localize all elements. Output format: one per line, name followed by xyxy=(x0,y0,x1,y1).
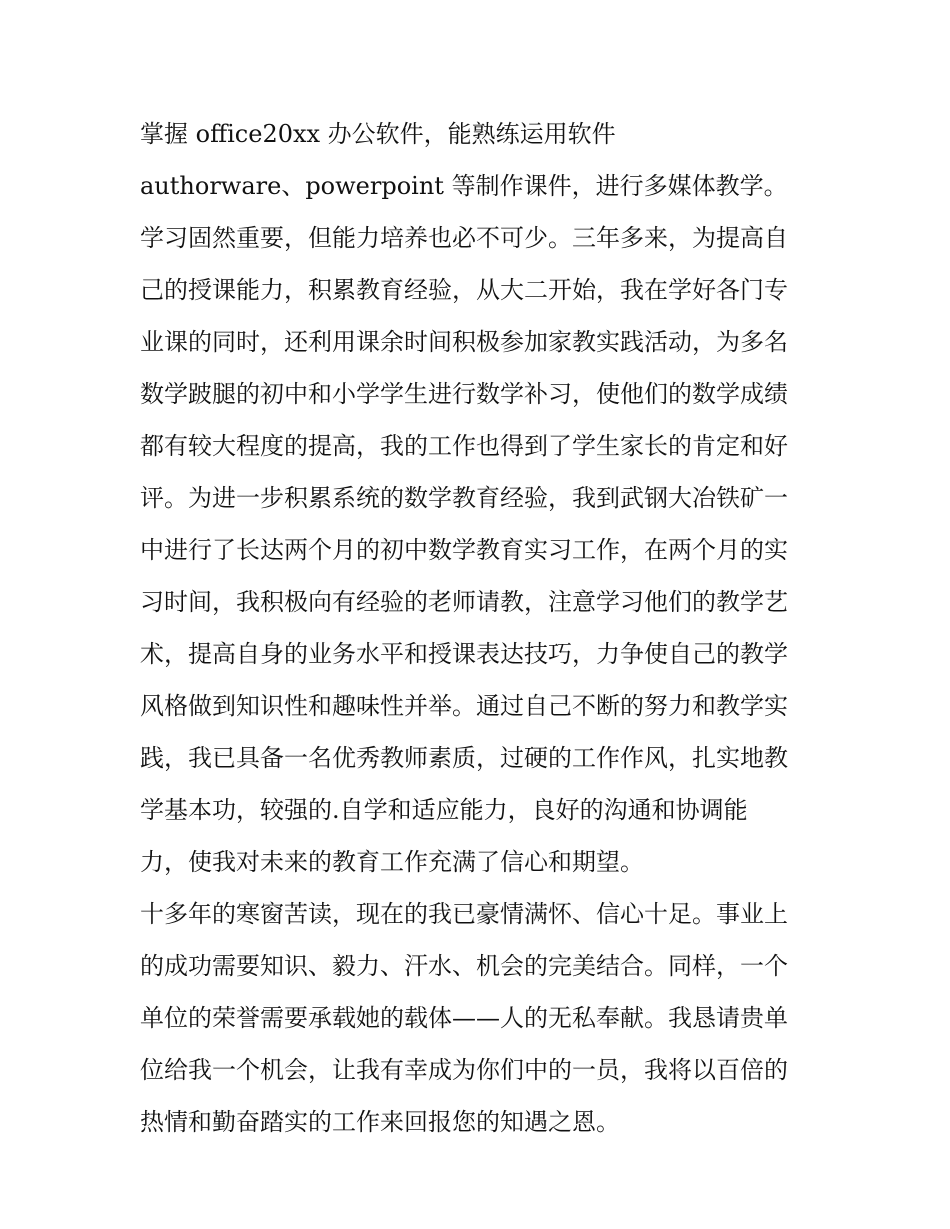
text-line: 中进行了长达两个月的初中数学教育实习工作，在两个月的实 xyxy=(140,536,788,564)
text-line: 业课的同时，还利用课余时间积极参加家教实践活动，为多名 xyxy=(140,328,788,356)
text-line: 力，使我对未来的教育工作充满了信心和期望。 xyxy=(140,848,644,876)
text-line: 学习固然重要，但能力培养也必不可少。三年多来，为提高自 xyxy=(140,224,788,252)
text-line: 热情和勤奋踏实的工作来回报您的知遇之恩。 xyxy=(140,1108,620,1136)
text-line: 都有较大程度的提高，我的工作也得到了学生家长的肯定和好 xyxy=(140,432,788,460)
text-line: authorware、powerpoint 等制作课件，进行多媒体教学。 xyxy=(140,172,788,200)
text-line: 践，我已具备一名优秀教师素质，过硬的工作作风，扎实地教 xyxy=(140,744,788,772)
text-line: 十多年的寒窗苦读，现在的我已豪情满怀、信心十足。事业上 xyxy=(140,900,788,928)
text-line: 位给我一个机会，让我有幸成为你们中的一员，我将以百倍的 xyxy=(140,1056,788,1084)
text-line: 评。为进一步积累系统的数学教育经验，我到武钢大冶铁矿一 xyxy=(140,484,788,512)
text-line: 习时间，我积极向有经验的老师请教，注意学习他们的教学艺 xyxy=(140,588,788,616)
text-line: 术，提高自身的业务水平和授课表达技巧，力争使自己的教学 xyxy=(140,640,788,668)
text-line: 风格做到知识性和趣味性并举。通过自己不断的努力和教学实 xyxy=(140,692,788,720)
text-line: 己的授课能力，积累教育经验，从大二开始，我在学好各门专 xyxy=(140,276,788,304)
text-line: 的成功需要知识、毅力、汗水、机会的完美结合。同样，一个 xyxy=(140,952,788,980)
text-line: 数学跛腿的初中和小学学生进行数学补习，使他们的数学成绩 xyxy=(140,380,788,408)
document-body xyxy=(140,108,820,1148)
text-line: 掌握 office20xx 办公软件，能熟练运用软件 xyxy=(140,120,616,148)
text-line: 学基本功，较强的.自学和适应能力，良好的沟通和协调能 xyxy=(140,796,748,824)
text-line: 单位的荣誉需要承载她的载体——人的无私奉献。我恳请贵单 xyxy=(140,1004,788,1032)
